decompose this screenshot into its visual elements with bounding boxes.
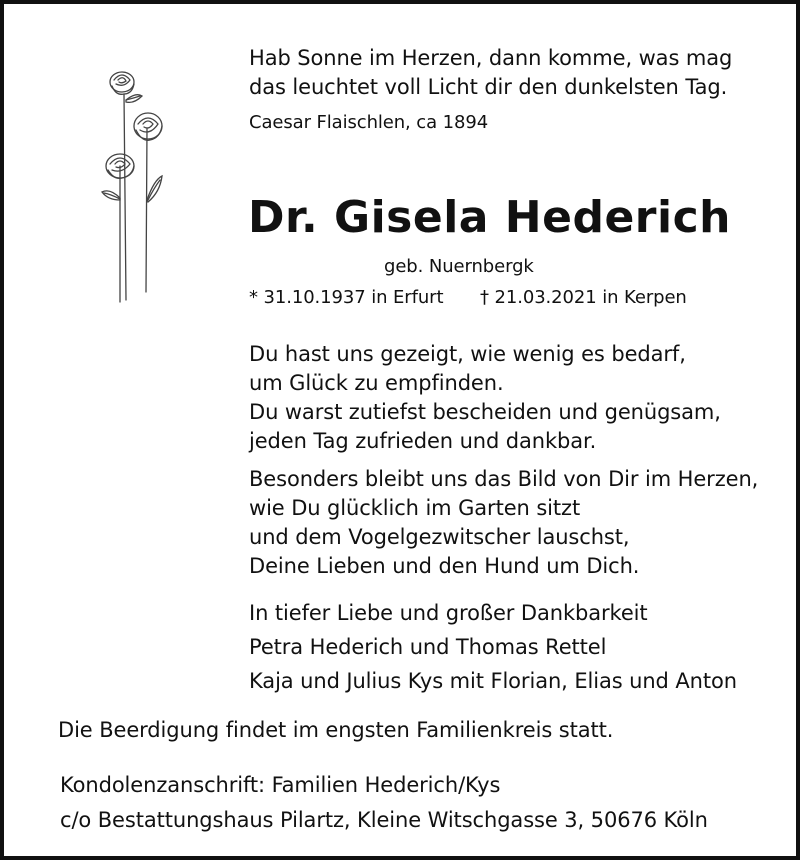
funeral-note: Die Beerdigung findet im engsten Familienkreis statt. [58, 718, 614, 742]
deceased-name: Dr. Gisela Hederich [248, 192, 731, 243]
mourners-intro: In tiefer Liebe und großer Dankbarkeit [249, 601, 648, 625]
birth-name: geb. Nuernbergk [384, 256, 534, 277]
poem-line: jeden Tag zufrieden und dankbar. [249, 429, 597, 453]
mourner-line: Petra Hederich und Thomas Rettel [249, 635, 607, 659]
death-date: † 21.03.2021 in Kerpen [480, 287, 687, 308]
condolence-line-2: c/o Bestattungshaus Pilartz, Kleine Witschgasse 3, 50676 Köln [60, 808, 708, 832]
roses-icon [92, 66, 172, 306]
mourner-line: Kaja und Julius Kys mit Florian, Elias und Anton [249, 669, 737, 693]
rose-middle-icon [134, 113, 162, 140]
rose-top-icon [110, 72, 134, 94]
poem-line: und dem Vogelgezwitscher lauschst, [249, 525, 630, 549]
poem-line: um Glück zu empfinden. [249, 371, 504, 395]
poem-line: wie Du glücklich im Garten sitzt [249, 496, 581, 520]
poem-line: Besonders bleibt uns das Bild von Dir im Herzen, [249, 467, 759, 491]
poem-line: Deine Lieben und den Hund um Dich. [249, 554, 640, 578]
poem-line: Du warst zutiefst bescheiden und genügsam, [249, 400, 721, 424]
condolence-line-1: Kondolenzanschrift: Familien Hederich/Kys [60, 773, 501, 797]
motto-attribution: Caesar Flaischlen, ca 1894 [249, 112, 489, 133]
motto-line-1: Hab Sonne im Herzen, dann komme, was mag [249, 46, 733, 70]
birth-date: * 31.10.1937 in Erfurt [249, 287, 444, 308]
motto-line-2: das leuchtet voll Licht dir den dunkelsten Tag. [249, 75, 728, 99]
poem-line: Du hast uns gezeigt, wie wenig es bedarf, [249, 342, 686, 366]
